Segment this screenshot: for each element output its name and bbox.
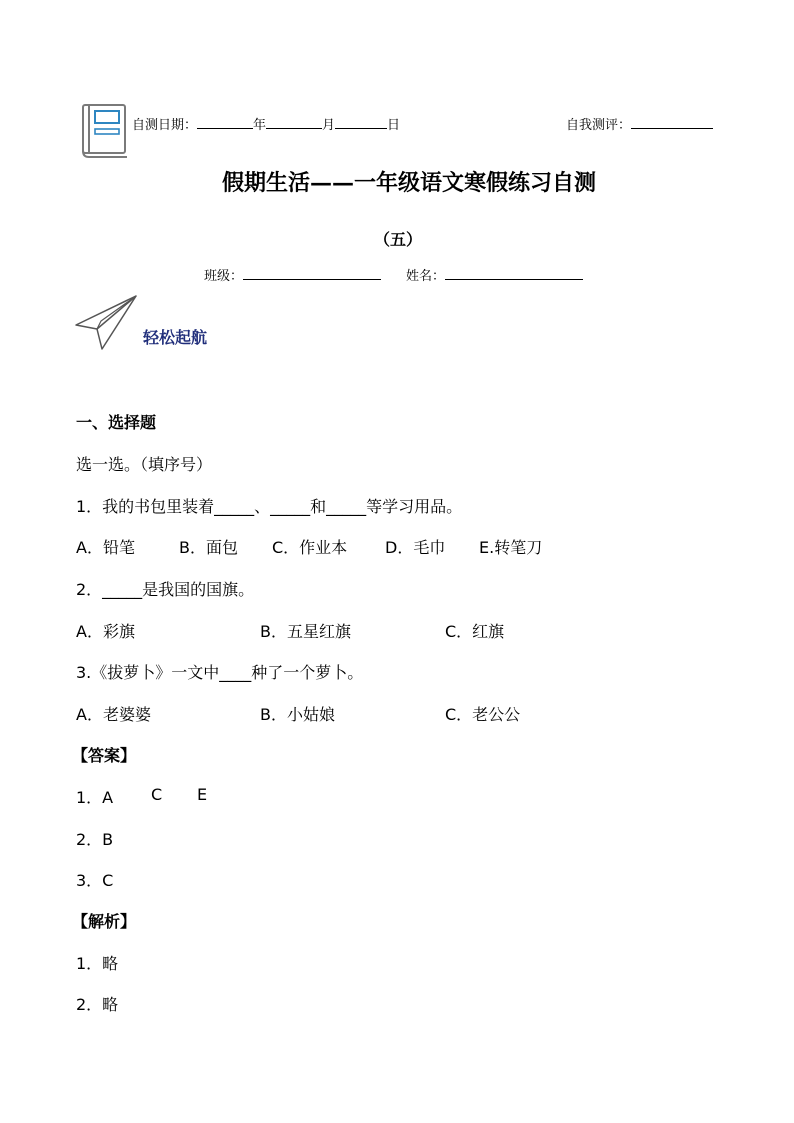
page-subtitle: （五） [374, 230, 423, 249]
instruction: 选一选。（填序号） [76, 455, 213, 474]
question-3: 3.《拔萝卜》一文中____种了一个萝卜。 [76, 663, 364, 682]
option-a[interactable]: A．彩旗 [76, 622, 135, 641]
option-d[interactable]: D．毛巾 [385, 538, 446, 557]
name-blank[interactable] [445, 266, 583, 280]
self-eval-blank[interactable] [631, 115, 713, 129]
option-a[interactable]: A．老婆婆 [76, 705, 151, 724]
name-label: 姓名： [406, 269, 446, 284]
option-b[interactable]: B．面包 [179, 538, 238, 557]
analysis-2: 2．略 [76, 995, 119, 1014]
question-1: 1．我的书包里装着_____、_____和_____等学习用品。 [76, 497, 463, 516]
analysis-1: 1．略 [76, 954, 119, 973]
year-blank[interactable] [197, 115, 253, 129]
section-banner: 轻松起航 [143, 328, 208, 347]
book-icon [80, 103, 130, 159]
answer-heading: 【答案】 [72, 746, 137, 765]
answer-1-second: C [151, 785, 163, 804]
question-2: 2．_____是我国的国旗。 [76, 580, 255, 599]
question-1-options [0, 535, 794, 557]
name-field [406, 265, 583, 284]
date-label: 自测日期： [132, 118, 198, 133]
month-blank[interactable] [266, 115, 322, 129]
self-test-date [132, 114, 400, 133]
question-2-options [0, 619, 794, 641]
class-blank[interactable] [243, 266, 381, 280]
option-e[interactable]: E.转笔刀 [479, 538, 543, 557]
option-c[interactable]: C．红旗 [445, 622, 505, 641]
option-b[interactable]: B．小姑娘 [260, 705, 335, 724]
answer-2: 2．B [76, 830, 114, 849]
question-3-options [0, 702, 794, 724]
self-eval-label: 自我测评： [566, 118, 632, 133]
class-label: 班级： [204, 269, 244, 284]
analysis-heading: 【解析】 [72, 912, 137, 931]
answer-1-first: 1．A [76, 788, 114, 807]
option-c[interactable]: C．作业本 [272, 538, 348, 557]
section-heading: 一、选择题 [76, 413, 157, 432]
answer-1 [0, 785, 794, 807]
day-blank[interactable] [335, 115, 387, 129]
option-b[interactable]: B．五星红旗 [260, 622, 351, 641]
option-c[interactable]: C．老公公 [445, 705, 521, 724]
answer-1-third: E [197, 785, 208, 804]
self-evaluation [566, 114, 713, 133]
page-title: 假期生活——一年级语文寒假练习自测 [222, 170, 597, 196]
option-a[interactable]: A．铅笔 [76, 538, 135, 557]
answer-3: 3．C [76, 871, 114, 890]
year-label: 年 [253, 118, 267, 133]
paper-plane-icon [74, 293, 140, 351]
day-label: 日 [387, 118, 401, 133]
class-field [204, 265, 381, 284]
month-label: 月 [322, 118, 336, 133]
